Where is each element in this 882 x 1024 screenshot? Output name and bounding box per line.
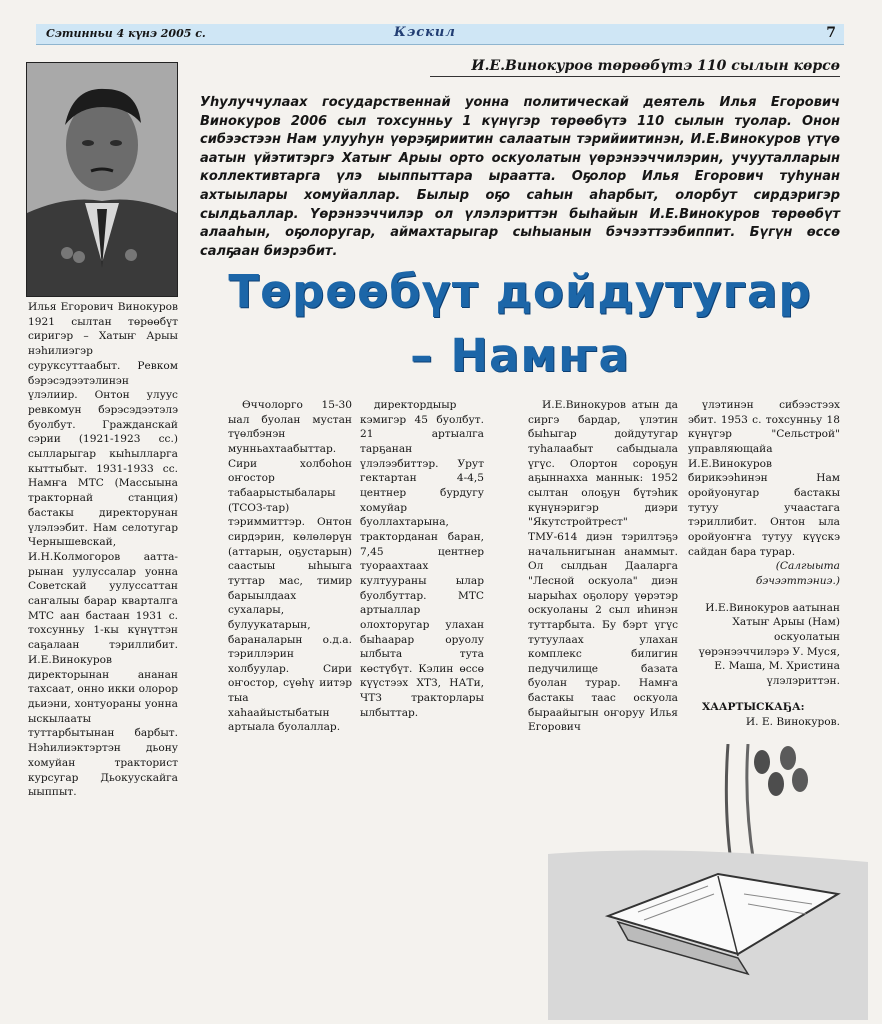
- portrait-photo: [26, 62, 178, 297]
- column-paragraph: И.Е.Винокуров атын да сиргэ бардар, үлэтин быһыгар дойдутугар туһалаабыт сабыдыала үгүс. Олортон сороҕун аҕыннахха маннык: 1952 сылтан олоҕун бүтэһик күнүнэригэр диэри "Якутстройтрест" ТМУ-614 диэн тэрилтэҕэ начальнигынан анаммыт. Ол сылдьан Дааларга "Лесной оскуола" диэн ыарыһах оҕолору үөрэтэр оскуоланы 2 сыл иһинэн туттарбыта. Бу бэрт үгүс тутуулаах улахан комплекс билигин педучилище базата буолан турар. Намҥа бастакы таас оскуола быраайыгын оҥоруу Илья Егорович: [528, 399, 678, 734]
- headline-line-2: – Намҥа: [410, 329, 630, 382]
- column-paragraph: директордыыр кэмигэр 45 буолбут. 21 артыалга тарҕанан үлэлээбиттэр. Урут гектартан 4-4,5 центнер бурдугу хомуйар буоллахтарына, тракторданан баран, 7,45 центнер туораахтаах култуураны ылар буолбуттар. МТС артыаллар олохторугар улахан быһаарар оруолу ылбыта тута көстүбүт. Кэлин өссө күүстээх ХТЗ, НАТи, ЧТЗ тракторлары ылбыттар.: [360, 399, 484, 719]
- lead-paragraph: Уһулуччулаах государственнай уонна политическай деятель Илья Егорович Винокуров 2006 сыл тохсунньу 1 күнүгэр төрөөбүтэ 110 сылын туолар. Онон сибээстээн Нам улууһун үөрэҕириитин салаатын тэрийиитинэн, И.Е.Винокуров үтүө аатын үйэтитэргэ Хатыҥ Арыы орто оскуолатын үөрэнээччилэрин, учууталларын коллективтарга үлэ ыыппыттара ыраатта. Оҕолор Илья Егорович туһунан ахтыылары хомуйаллар. Былыр оҕо саһын аһарбыт, олорбут сирдэригэр сылдьаллар. Үөрэнээччилэр ол үлэлэриттэн быһайын И.Е.Винокуров төрөөбүт алааһын, оҕолоругар, аймахтарыгар сыһыанын бэчээттээбиппит. Бүгүн өссө салҕаан биэрэбит.: [200, 95, 840, 259]
- article-column-4: [688, 398, 840, 730]
- article-column-3: [528, 398, 678, 735]
- article-column-1: [228, 398, 352, 735]
- headline-line-1: Төрөөбүт дойдутугар: [228, 265, 812, 318]
- photo-caption: Илья Егорович Винокуров 1921 сылтан төрөөбүт сиригэр – Хатыҥ Арыы нэһилиэгэр суруксуттаабыт. Ревком бэрэсэдээтэлинэн үлэлиир. Онтон улуус ревкомун бэрэсэдээтэлэ буолбут. Гражданскай сэрии (1921-1923 сс.) сылларыгар кыһылларга кыттыбыт. 1931-1933 сс. Намҥа МТС (Массыына тракторнай станция) бастакы директорунан үлэлээбит. Нам селотугар Чернышевскай, И.Н.Колмогоров ааттарынан уулуссалар уонна Советскай уулуссаттан саҥалыы барар кварталга МТС аан бастаан 1931 с. тохсунньу 1-кы күнүттэн саҕалаан тэриллибит. И.Е.Винокуров директорынан ананан тахсаат, онно икки олорор дьиэни, хонтуораны уонна ыскылааты туттарбытынан барбыт. Нэһилиэктэртэн дьону хомуйан тракторист курсугар Дьокуускайга ыыппыт.: [28, 301, 178, 799]
- column-paragraph: Өччолорго 15-30 ыал буолан мустан түөлбэнэн мунньахтаабыттар. Сири холбоһон оҥостор табаарыстыбалары (ТСОЗ-тар) тэриммиттэр. Онтон сирдэрин, көлөлөрүн (аттарын, оҕустарын) саастыы ыһыыга туттар мас, тимир барыылдаах сухалары, булуукатарын, бараналарын о.д.а. тэриллэрин холбуулар. Сири оҥостор, сүөһү иитэр тыа хаһаайыстыбатын артыала буолаллар.: [228, 399, 352, 734]
- continuation-note: (Салгыыта бэчээттэниэ.): [755, 560, 840, 587]
- newspaper-name: Кэскил: [394, 25, 456, 40]
- headline: [200, 260, 840, 388]
- page-header: [36, 24, 844, 45]
- column-paragraph: үлэтинэн сибээстээх эбит. 1953 с. тохсунньу 18 күнүгэр "Сельстрой" управляющайа И.Е.Винокуров бирикээһинэн Нам оройуонугар бастакы тутуу учаастага тэриллибит. Онтон ыла оройуоҥҥа тутуу күүскэ сайдан бара турар.: [688, 399, 840, 558]
- book-illustration: [548, 744, 868, 1020]
- photo-credit-name: И. Е. Винокуров.: [745, 716, 840, 729]
- photo-credit-label: ХААРТЫСКАҔА:: [702, 701, 805, 714]
- article-column-2: [360, 398, 484, 720]
- credits: И.Е.Винокуров аатынан Хатыҥ Арыы (Нам) оскуолатын үөрэнээччилэрэ У. Муся, Е. Маша, М. Христина үлэлэриттэн.: [698, 601, 840, 687]
- issue-date: Сэтинньи 4 күнэ 2005 с.: [46, 27, 206, 40]
- page-number: 7: [826, 25, 836, 41]
- kicker-line: И.Е.Винокуров төрөөбүтэ 110 сылын көрсө: [430, 58, 840, 77]
